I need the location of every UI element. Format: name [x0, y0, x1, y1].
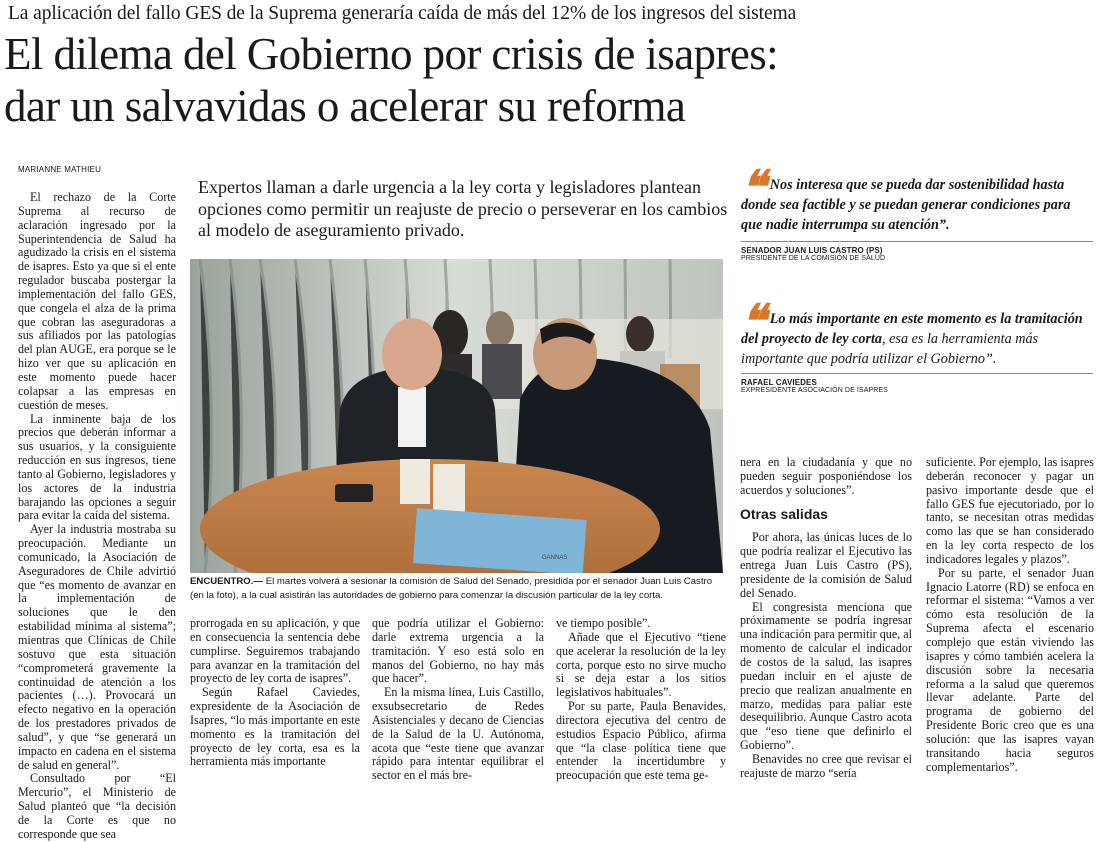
- quote-text: Nos interesa que se pueda dar sostenibilidad hasta donde sea factible y se puedan generar condiciones para que nadie interrumpa su atención”.: [741, 177, 1071, 233]
- paragraph: suficiente. Por ejemplo, las isapres deberán reconocer y pagar un pasivo importante desde que el fallo GES fue ejecutoriado, por lo tanto, se necesitan otras medidas como las que se han considerado en la ley corta respecto de los indicadores legales y plazos”.: [926, 455, 1094, 566]
- paragraph: Consultado por “El Mercurio”, el Ministerio de Salud planteó que “la decisión de la Corte es que no corresponde que sea: [18, 771, 176, 841]
- paragraph: Por su parte, el senador Juan Ignacio Latorre (RD) se enfoca en reformar el sistema: “Vamos a ver cómo esta resolución de la Suprema afecta el escenario complejo que están viviendo las isapres y cómo también acelera la discusión sobre la necesaria reforma a la salud que queremos llevar adelante. Parte del programa de gobierno del Presidente Boric creo que es una solución: que las isapres vayan transitando hacia seguros complementarios”.: [926, 565, 1094, 774]
- caption-text: El martes volverá a sesionar la comisión de Salud del Senado, presidida por el senador Juan Luis Castro (en la foto), a la cual asistirán las autoridades de gobierno para comenzar la discusión particular de la ley corta.: [190, 576, 713, 601]
- headline-line-1: El dilema del Gobierno por crisis de isapres:: [4, 29, 779, 79]
- paragraph: Según Rafael Caviedes, expresidente de la Asociación de Isapres, “lo más importante en este momento es la tramitación del proyecto de ley corta, esa es la herramienta más importante: [190, 685, 360, 769]
- article-column-4: [556, 617, 726, 783]
- quote-mark-icon: ❝: [741, 294, 760, 348]
- headline-line-2: dar un salvavidas o acelerar su reforma: [4, 81, 686, 131]
- article-column-1: [18, 191, 176, 842]
- quote-text-bold: Lo más importante en este momento es la tramitación del proyecto de ley corta: [741, 311, 1083, 347]
- paragraph: ve tiempo posible”.: [556, 616, 651, 630]
- quote-text-rest: , esa es la herramienta más importante que podría utilizar el Gobierno”.: [741, 331, 1039, 367]
- caption-label: ENCUENTRO.—: [190, 576, 264, 587]
- divider: [741, 373, 1093, 374]
- byline: MARIANNE MATHIEU: [18, 165, 102, 174]
- paragraph: Añade que el Ejecutivo “tiene que acelerar la resolución de la ley corta, porque esto no sirve mucho si se deja estar a los sitios legislativos habituales”.: [556, 629, 726, 700]
- paragraph: prorrogada en su aplicación, y que en consecuencia la sentencia debe cumplirse. Seguiremos trabajando para avanzar en la tramitación del proyecto de ley corta de isapres”.: [190, 616, 360, 686]
- cup-logo-text: GANNAS: [542, 555, 568, 561]
- paragraph: Ayer la industria mostraba su preocupación. Mediante un comunicado, la Asociación de Aseguradores de Chile advirtió que “es momento de avanzar en la implementación de soluciones que le den estabilidad mínima al sistema”; mientras que Clínicas de Chile sostuvo que esta situación “comprometerá gravemente la continuidad de atención a los pacientes (…). Provocará un efecto negativo en la operación de los prestadores privados de salud”, y que “se generará un impacto en cadena en el sistema de salud en general”.: [18, 522, 176, 772]
- article-column-3: [372, 617, 544, 783]
- paragraph: Benavides no cree que revisar el reajuste de marzo “sería: [740, 751, 912, 780]
- paragraph: El rechazo de la Corte Suprema al recurso de aclaración ingresado por la Superintendencia de Salud ha agudizado la crisis en el sistema de isapres. Esto ya que si el ente regulador buscaba postergar la implementación del fallo GES, que congela el alza de la prima que cobran las aseguradoras a sus afiliados por las patologías del plan AUGE, era porque se le hizo ver que su aplicación en este momento puede hacer colapsar a las empresas en cuestión de meses.: [18, 190, 176, 412]
- quote-mark-icon: ❝: [741, 160, 760, 214]
- subhead: Otras salidas: [740, 505, 828, 522]
- photo: [190, 259, 723, 573]
- quote-attribution-role: PRESIDENTE DE LA COMISIÓN DE SALUD: [741, 255, 886, 262]
- paragraph: El congresista menciona que próximamente se podría ingresar una indicación para permitir que, al momento de calcular el indicador de costos de la salud, las isapres puedan incluir en el ajuste de precio que realizan anualmente en marzo, medidas para paliar este desequilibrio. Aunque Castro acota que “eso tiene que definirlo el Gobierno”.: [740, 599, 912, 753]
- quote-attribution-name: SENADOR JUAN LUIS CASTRO (PS): [741, 246, 883, 255]
- paragraph: que podría utilizar el Gobierno: darle extrema urgencia a la tramitación. Y eso está solo en manos del Gobierno, no hay más que hacer”.: [372, 616, 544, 686]
- headline: [4, 28, 1099, 132]
- article-column-2: [190, 617, 360, 769]
- pull-quote-1: [741, 160, 1093, 262]
- pull-quote-2: [741, 294, 1093, 394]
- article-column-5: [740, 456, 912, 781]
- paragraph: En la misma línea, Luis Castillo, exsubsecretario de Redes Asistenciales y decano de Ciencias de la Salud de la U. Autónoma, acota que “este tiene que avanzar rápido para intentar equilibrar el sector en el más bre-: [372, 685, 544, 783]
- quote-text-block: [741, 294, 1093, 369]
- quote-attribution-role: EXPRESIDENTE ASOCIACIÓN DE ISAPRES: [741, 387, 888, 394]
- kicker: La aplicación del fallo GES de la Suprema generaría caída de más del 12% de los ingresos del sistema: [8, 3, 797, 24]
- article-column-6: [926, 456, 1094, 774]
- deck: Expertos llaman a darle urgencia a la ley corta y legisladores plantean opciones como permitir un reajuste de precio o perseverar en los cambios al modelo de aseguramiento privado.: [198, 177, 728, 240]
- quote-text-block: [741, 160, 1093, 235]
- paragraph: Por su parte, Paula Benavides, directora ejecutiva del centro de estudios Espacio Público, afirma que “la clase política tiene que entender la incertidumbre y preocupación que este tema ge-: [556, 699, 726, 783]
- photo-caption: [190, 575, 725, 603]
- paragraph: La inminente baja de los precios que deberán informar a sus usuarios, y la consiguiente reducción en sus ingresos, tiene tanto al Gobierno, legisladores y los actores de la industria barajando las opciones a seguir para evitar la caída del sistema.: [18, 411, 176, 523]
- divider: [741, 241, 1093, 242]
- quote-attribution-name: RAFAEL CAVIEDES: [741, 378, 817, 387]
- paragraph: Por ahora, las únicas luces de lo que podría realizar el Ejecutivo las entrega Juan Luis Castro (PS), presidente de la comisión de Salud del Senado.: [740, 530, 912, 600]
- photo-illustration: [190, 259, 723, 573]
- paragraph: nera en la ciudadanía y que no pueden seguir posponiéndose los acuerdos y soluciones”.: [740, 455, 912, 497]
